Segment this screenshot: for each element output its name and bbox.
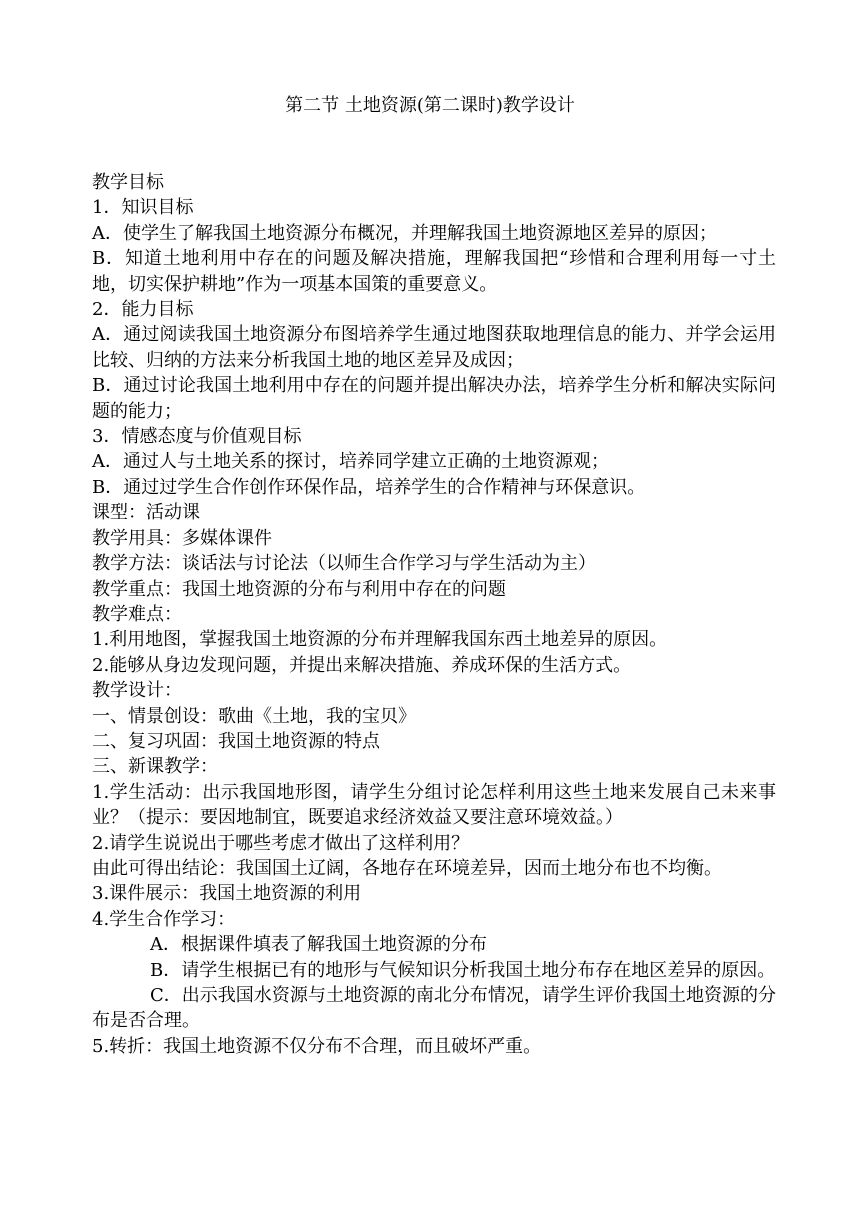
text-line: 5.转折：我国土地资源不仅分布不合理，而且破坏严重。: [92, 1035, 542, 1057]
text-line: 教学重点：我国土地资源的分布与利用中存在的问题: [92, 578, 506, 600]
document-body: [92, 170, 776, 1059]
text-line: 教学设计：: [92, 680, 182, 702]
text-line: 二、复习巩固：我国土地资源的特点: [92, 730, 380, 752]
text-line: A．使学生了解我国土地资源分布概况，并理解我国土地资源地区差异的原因；: [92, 222, 717, 244]
text-line: 1.利用地图，掌握我国土地资源的分布并理解我国东西土地差异的原因。: [92, 629, 668, 651]
text-line: C．出示我国水资源与土地资源的南北分布情况，请学生评价我国土地资源的分布是否合理。: [92, 985, 776, 1032]
text-line: A．通过人与土地关系的探讨，培养同学建立正确的土地资源观；: [92, 451, 609, 473]
text-line: A．根据课件填表了解我国土地资源的分布: [150, 934, 487, 956]
text-line: 一、情景创设：歌曲《土地，我的宝贝》: [92, 705, 416, 727]
text-line: 2．能力目标: [92, 299, 194, 321]
text-line: 3．情感态度与价值观目标: [92, 426, 302, 448]
text-line: 教学方法：谈话法与讨论法（以师生合作学习与学生活动为主）: [92, 553, 596, 575]
text-line: B．通过过学生合作创作环保作品，培养学生的合作精神与环保意识。: [92, 476, 646, 498]
text-line: A．通过阅读我国土地资源分布图培养学生通过地图获取地理信息的能力、并学会运用比较、归纳的方法来分析我国土地的地区差异及成因；: [92, 324, 776, 371]
text-line: 4.学生合作学习：: [92, 908, 236, 930]
text-line: 由此可得出结论：我国国土辽阔，各地存在环境差异，因而土地分布也不均衡。: [92, 857, 722, 879]
text-line: 2.请学生说说出于哪些考虑才做出了这样利用？: [92, 832, 470, 854]
document-title: 第二节 土地资源(第二课时)教学设计: [285, 95, 575, 116]
text-line: 教学用具：多媒体课件: [92, 527, 272, 549]
text-line: 1.学生活动：出示我国地形图，请学生分组讨论怎样利用这些土地来发展自己未来事业？（提示：要因地制宜，既要追求经济效益又要注意环境效益。）: [92, 781, 776, 829]
text-line: B．请学生根据已有的地形与气候知识分析我国土地分布存在地区差异的原因。: [150, 959, 776, 981]
text-line: B．通过讨论我国土地利用中存在的问题并提出解决办法，培养学生分析和解决实际问题的能力；: [92, 375, 776, 422]
text-line: 三、新课教学：: [92, 756, 218, 778]
text-line: 3.课件展示：我国土地资源的利用: [92, 883, 362, 905]
text-line: 2.能够从身边发现问题，并提出来解决措施、养成环保的生活方式。: [92, 654, 632, 676]
text-line: 课型：活动课: [92, 502, 200, 524]
text-line: B．知道土地利用中存在的问题及解决措施，理解我国把“珍惜和合理利用每一寸土地，切实保护耕地”作为一项基本国策的重要意义。: [92, 248, 776, 295]
text-line: 1．知识目标: [92, 197, 194, 219]
text-line: 教学难点：: [92, 603, 182, 625]
text-line: 教学目标: [92, 172, 164, 193]
